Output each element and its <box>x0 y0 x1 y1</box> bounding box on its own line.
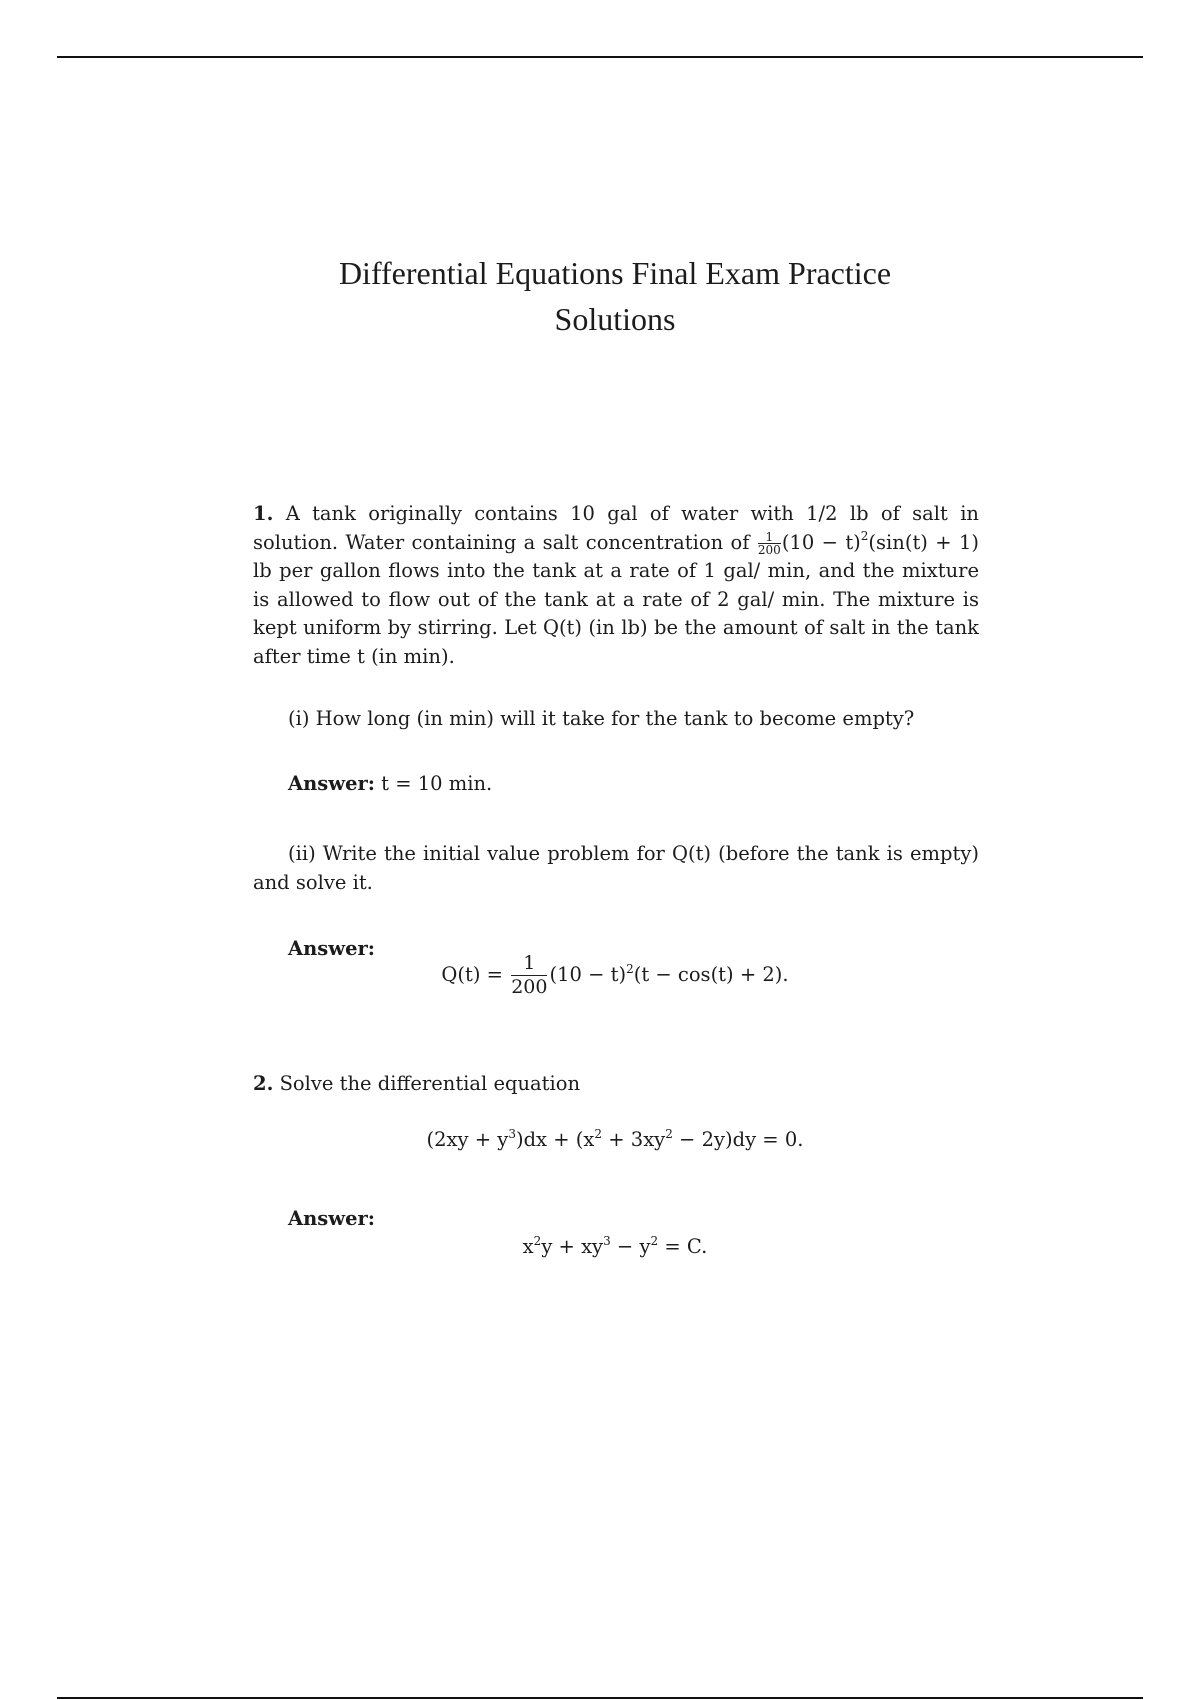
problem-1-number: 1. <box>253 502 274 525</box>
equation-fraction-numerator: 1 <box>511 952 547 976</box>
problem-2-text: Solve the differential equation <box>279 1072 581 1095</box>
equation-fraction-denominator: 200 <box>511 976 548 998</box>
eq-sup-1: 3 <box>508 1126 516 1141</box>
bottom-rule <box>57 1697 1143 1699</box>
equation-lhs: Q(t) = <box>441 963 503 986</box>
problem-1-text-a: A tank originally contains 10 gal of water with 1/2 lb of salt in solution. Water containing a salt concentration of <box>253 502 979 554</box>
equation-exponent: 2 <box>626 961 634 976</box>
problem-1-text-b: (10 − t) <box>781 530 861 554</box>
part-ii-question: (ii) Write the initial value problem for Q(t) (before the tank is empty) and solve it. <box>253 842 979 894</box>
ans-part-a: x <box>522 1235 534 1258</box>
equation-rhs-b: (t − cos(t) + 2). <box>633 963 789 986</box>
eq-part-d: − 2y)dy = 0. <box>672 1128 804 1151</box>
problem-1-text-c: (sin(t) + 1) lb per gallon flows into the tank at a rate of 1 gal/ min, and the mixture is allowed to flow out of the tank at a rate of 2 gal/ min. The mixture is kept uniform by stirring. Let Q(t) (in lb) be the amount of salt in the tank after time t (in min). <box>253 530 979 668</box>
ans-sup-3: 2 <box>650 1233 659 1248</box>
eq-part-c: + 3xy <box>602 1128 666 1151</box>
title-line-1: Differential Equations Final Exam Practice <box>338 255 892 291</box>
ans-part-b: y + xy <box>541 1235 604 1258</box>
fraction-numerator: 1 <box>758 531 781 544</box>
title-line-2: Solutions <box>554 301 676 337</box>
problem-2-number: 2. <box>253 1072 274 1095</box>
problem-2-statement <box>253 1070 979 1099</box>
ans-sup-2: 3 <box>603 1233 611 1248</box>
part-i-answer <box>253 770 1014 799</box>
eq-part-b: )dx + (x <box>515 1128 595 1151</box>
part-i-question: (i) How long (in min) will it take for the tank to become empty? <box>288 707 915 730</box>
part-i-answer-label: Answer: <box>288 772 375 795</box>
problem-2-answer-label: Answer: <box>288 1207 375 1230</box>
ans-sup-1: 2 <box>533 1233 542 1248</box>
ans-part-d: = C. <box>658 1235 708 1258</box>
equation-fraction <box>511 952 547 999</box>
problem-2-equation <box>0 1128 1200 1151</box>
part-i-answer-value: t = 10 min. <box>381 772 493 795</box>
concentration-fraction <box>758 531 781 556</box>
top-rule <box>57 56 1143 58</box>
problem-1-exponent: 2 <box>860 529 869 543</box>
page-title <box>0 250 1200 342</box>
eq-sup-2: 2 <box>594 1126 603 1141</box>
fraction-denominator: 200 <box>757 542 781 557</box>
eq-sup-3: 2 <box>665 1126 673 1141</box>
ans-part-c: − y <box>610 1235 651 1258</box>
problem-2-answer-equation <box>0 1235 1200 1258</box>
part-ii-answer-label: Answer: <box>288 937 375 960</box>
equation-rhs-a: (10 − t) <box>549 963 627 986</box>
problem-1-statement <box>253 500 979 671</box>
eq-part-a: (2xy + y <box>426 1128 509 1151</box>
part-ii-answer-equation <box>0 952 1200 999</box>
